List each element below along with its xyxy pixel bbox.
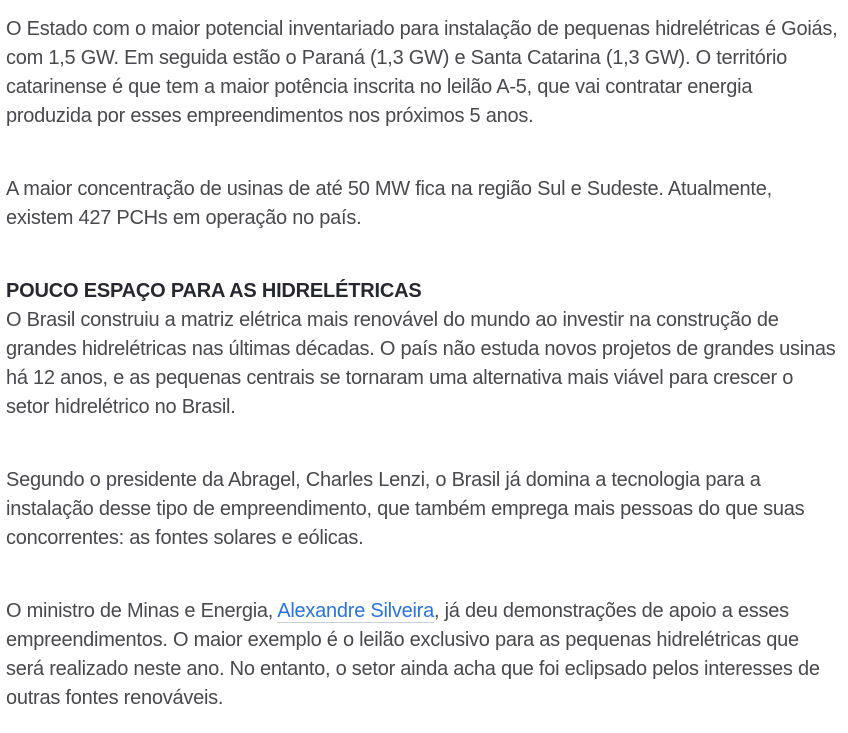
link-alexandre-silveira[interactable]: Alexandre Silveira: [277, 600, 434, 622]
paragraph-ministro-minas-energia: [6, 597, 840, 713]
paragraph-potencial-inventariado: O Estado com o maior potencial inventariado para instalação de pequenas hidrelétricas é Goiás, com 1,5 GW. Em seguida estão o Paraná (1,3 GW) e Santa Catarina (1,3 GW). O território catarinense é que tem a maior potência inscrita no leilão A-5, que vai contratar energia produzida por esses empreendimentos nos próximos 5 anos.: [6, 18, 838, 127]
paragraph-ministro-text-after-link: , já deu demonstrações de apoio a esses empreendimentos. O maior exemplo é o leilão exclusivo para as pequenas hidrelétricas que será realizado neste ano. No entanto, o setor ainda acha que foi eclipsado pelos interesses de outras fontes renováveis.: [6, 600, 820, 709]
paragraph-ministro-text-before-link: O ministro de Minas e Energia,: [6, 600, 278, 622]
paragraph-matriz-eletrica: O Brasil construiu a matriz elétrica mais renovável do mundo ao investir na construção de grandes hidrelétricas nas últimas décadas. O país não estuda novos projetos de grandes usinas há 12 anos, e as pequenas centrais se tornaram uma alternativa mais viável para crescer o setor hidrelétrico no Brasil.: [6, 309, 836, 418]
section-heading-pouco-espaco: POUCO ESPAÇO PARA AS HIDRELÉTRICAS: [6, 280, 422, 302]
paragraph-concentracao-usinas: A maior concentração de usinas de até 50 MW fica na região Sul e Sudeste. Atualmente, existem 427 PCHs em operação no país.: [6, 178, 772, 229]
paragraph-presidente-abragel: Segundo o presidente da Abragel, Charles Lenzi, o Brasil já domina a tecnologia para a instalação desse tipo de empreendimento, que também emprega mais pessoas do que suas concorrentes: as fontes solares e eólicas.: [6, 469, 805, 549]
